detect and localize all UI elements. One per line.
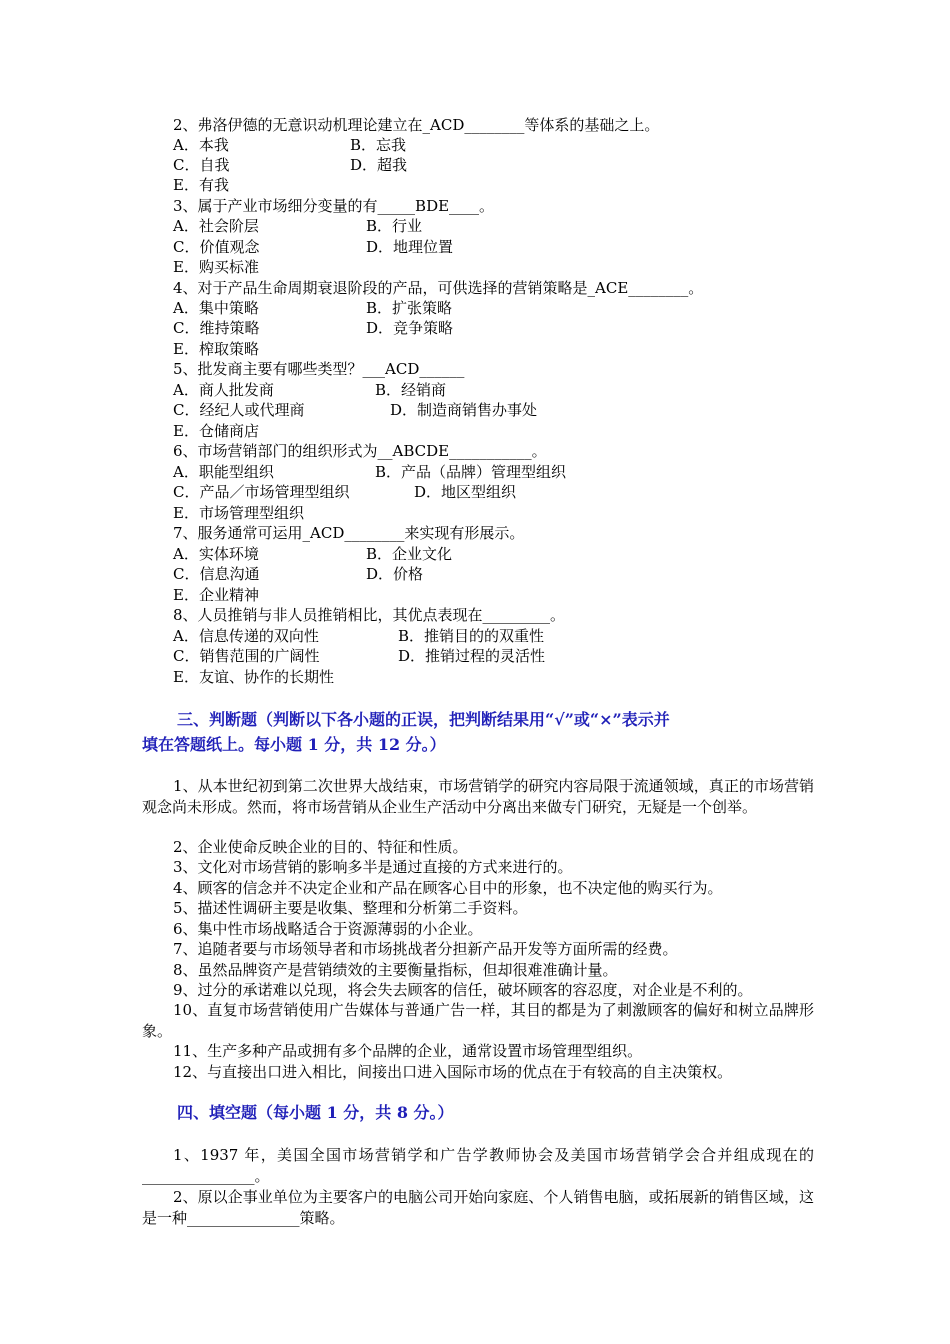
option-c: C．经纪人或代理商 xyxy=(173,401,305,419)
question-2-stem: 2、弗洛伊德的无意识动机理论建立在_ACD________等体系的基础之上。 xyxy=(173,116,660,134)
option-b: B．忘我 xyxy=(350,136,407,154)
option-d: D．价格 xyxy=(366,565,424,583)
option-b: B．扩张策略 xyxy=(366,299,453,317)
question-2-option-e: E．有我 xyxy=(173,176,229,194)
question-6-option-e: E．市场管理型组织 xyxy=(173,504,304,522)
judgment-item-3: 3、文化对市场营销的影响多半是通过直接的方式来进行的。 xyxy=(173,858,573,876)
question-7-stem: 7、服务通常可运用_ACD________来实现有形展示。 xyxy=(173,524,525,542)
section-4-heading: 四、填空题（每小题 1 分，共 8 分。） xyxy=(177,1103,454,1122)
judgment-item-1: 1、从本世纪初到第二次世界大战结束，市场营销学的研究内容局限于流通领域，真正的市场营销观念尚未形成。然而，将市场营销从企业生产活动中分离出来做专门研究，无疑是一个创举。 xyxy=(142,777,814,816)
section-3-heading-line-2: 填在答题纸上。每小题 1 分，共 12 分。） xyxy=(142,735,446,754)
option-b: B．行业 xyxy=(366,217,423,235)
option-a: A．集中策略 xyxy=(173,299,259,317)
option-a: A．信息传递的双向性 xyxy=(173,627,319,645)
option-b: B．经销商 xyxy=(375,381,447,399)
question-5-stem: 5、批发商主要有哪些类型？___ACD______ xyxy=(173,360,465,378)
option-c: C．销售范围的广阔性 xyxy=(173,647,320,665)
question-8-option-e: E．友谊、协作的长期性 xyxy=(173,668,334,686)
option-d: D．竞争策略 xyxy=(366,319,454,337)
question-4-option-e: E．榨取策略 xyxy=(173,340,259,358)
question-7-option-e: E．企业精神 xyxy=(173,586,259,604)
fill-blank-item-1: 1、1937 年，美国全国市场营销学和广告学教师协会及美国市场营销学会合并组成现在的_______________。 xyxy=(142,1146,814,1185)
option-d: D．地理位置 xyxy=(366,238,454,256)
judgment-item-7: 7、追随者要与市场领导者和市场挑战者分担新产品开发等方面所需的经费。 xyxy=(173,940,678,958)
question-3-option-e: E．购买标准 xyxy=(173,258,259,276)
judgment-item-8: 8、虽然品牌资产是营销绩效的主要衡量指标，但却很难准确计量。 xyxy=(173,961,618,979)
option-a: A．职能型组织 xyxy=(173,463,274,481)
question-6-stem: 6、市场营销部门的组织形式为__ABCDE___________。 xyxy=(173,442,547,460)
option-d: D．推销过程的灵活性 xyxy=(398,647,546,665)
option-d: D．超我 xyxy=(350,156,408,174)
judgment-item-2: 2、企业使命反映企业的目的、特征和性质。 xyxy=(173,838,468,856)
judgment-item-9: 9、过分的承诺难以兑现，将会失去顾客的信任，破坏顾客的容忍度，对企业是不利的。 xyxy=(173,981,753,999)
option-c: C．信息沟通 xyxy=(173,565,260,583)
fill-blank-item-2: 2、原以企事业单位为主要客户的电脑公司开始向家庭、个人销售电脑，或拓展新的销售区域，这是一种_______________策略。 xyxy=(142,1188,814,1227)
option-a: A．本我 xyxy=(173,136,229,154)
option-d: D．地区型组织 xyxy=(414,483,517,501)
question-8-stem: 8、人员推销与非人员推销相比，其优点表现在_________。 xyxy=(173,606,566,624)
option-d: D．制造商销售办事处 xyxy=(390,401,538,419)
option-c: C．维持策略 xyxy=(173,319,260,337)
judgment-item-10: 10、直复市场营销使用广告媒体与普通广告一样，其目的都是为了刺激顾客的偏好和树立品牌形象。 xyxy=(142,1001,814,1040)
question-5-option-e: E．仓储商店 xyxy=(173,422,259,440)
judgment-item-5: 5、描述性调研主要是收集、整理和分析第二手资料。 xyxy=(173,899,528,917)
option-a: A．商人批发商 xyxy=(173,381,274,399)
option-c: C．自我 xyxy=(173,156,230,174)
question-3-stem: 3、属于产业市场细分变量的有_____BDE____。 xyxy=(173,197,495,215)
judgment-item-12: 12、与直接出口进入相比，间接出口进入国际市场的优点在于有较高的自主决策权。 xyxy=(173,1063,733,1081)
option-c: C．价值观念 xyxy=(173,238,260,256)
option-b: B．企业文化 xyxy=(366,545,453,563)
section-3-heading-line-1: 三、判断题（判断以下各小题的正误，把判断结果用“√”或“×”表示并 xyxy=(177,710,670,729)
option-b: B．产品（品牌）管理型组织 xyxy=(375,463,567,481)
option-a: A．社会阶层 xyxy=(173,217,259,235)
judgment-item-11: 11、生产多种产品或拥有多个品牌的企业，通常设置市场管理型组织。 xyxy=(173,1042,643,1060)
question-4-stem: 4、对于产品生命周期衰退阶段的产品，可供选择的营销策略是_ACE________。 xyxy=(173,279,704,297)
option-a: A．实体环境 xyxy=(173,545,259,563)
judgment-item-6: 6、集中性市场战略适合于资源薄弱的小企业。 xyxy=(173,920,483,938)
option-b: B．推销目的的双重性 xyxy=(398,627,545,645)
judgment-item-4: 4、顾客的信念并不决定企业和产品在顾客心目中的形象，也不决定他的购买行为。 xyxy=(173,879,723,897)
option-c: C．产品／市场管理型组织 xyxy=(173,483,350,501)
